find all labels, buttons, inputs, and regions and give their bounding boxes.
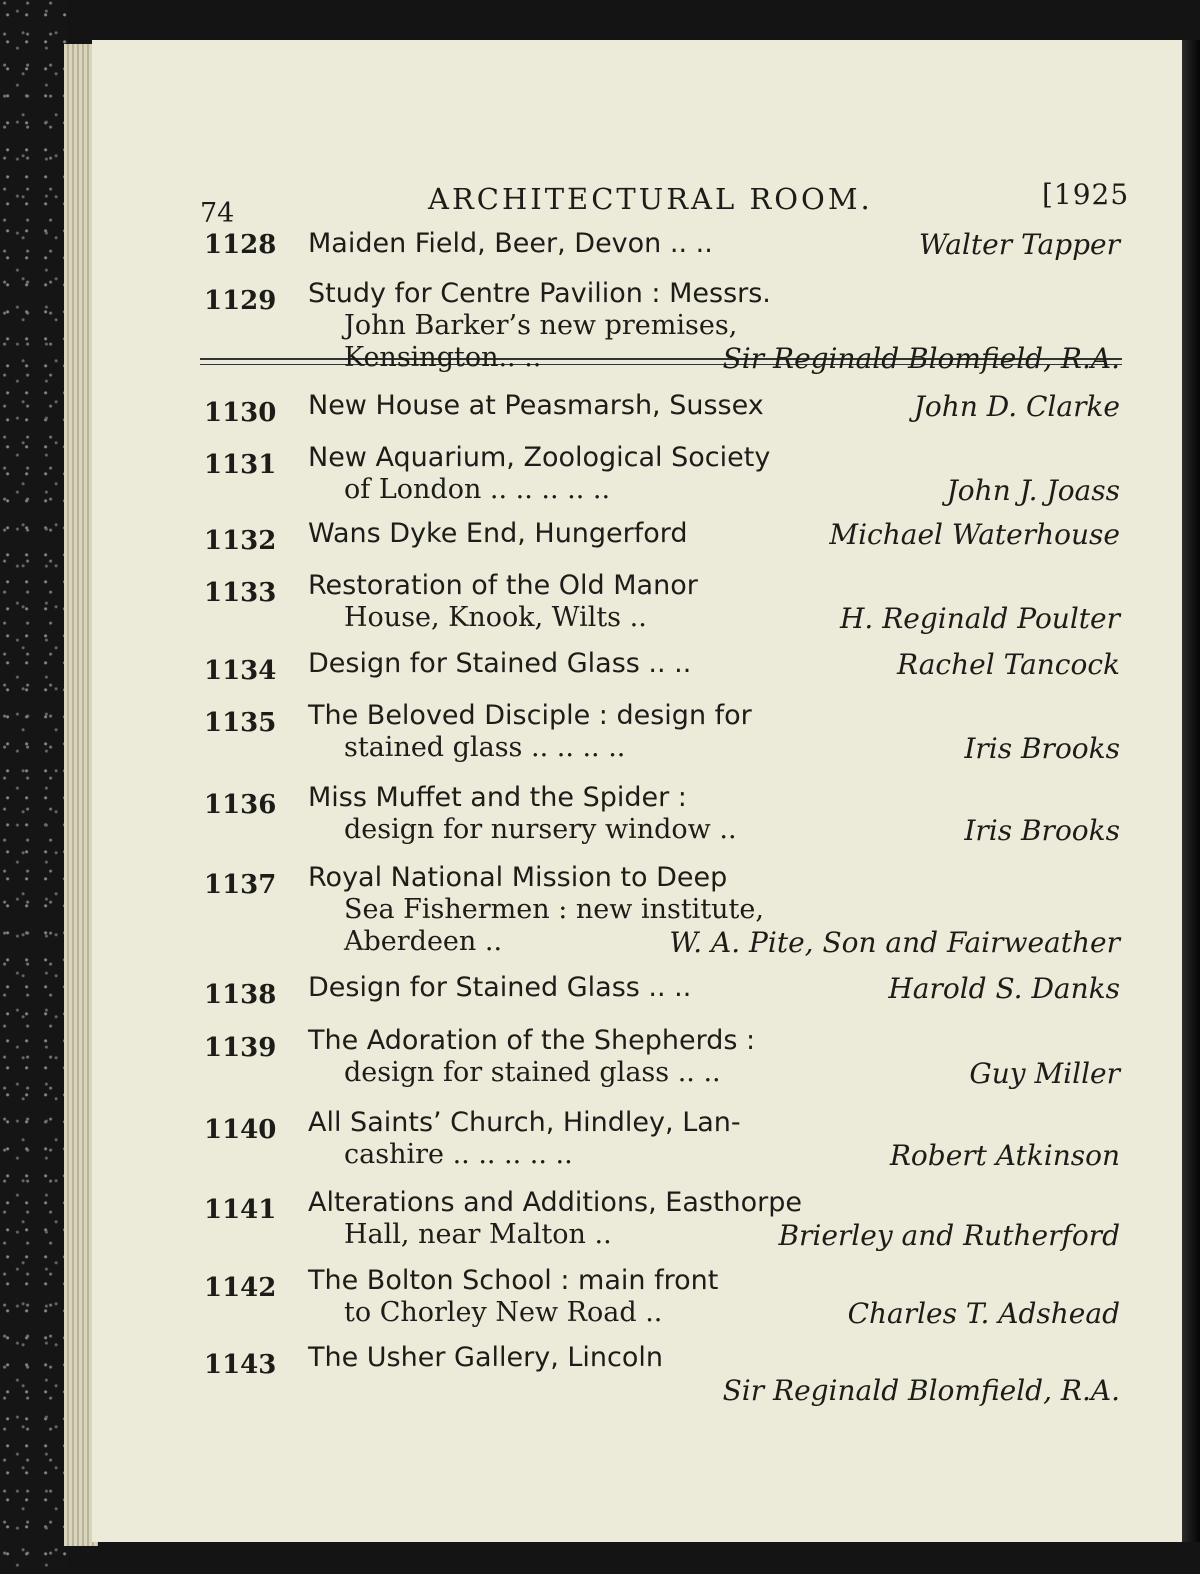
entry-title-line: cashire .. .. .. .. ..: [344, 1139, 573, 1170]
entry-artist: Michael Waterhouse: [829, 518, 1120, 551]
entry-title-line: Hall, near Malton ..: [344, 1219, 612, 1250]
entry-title-line: Maiden Field, Beer, Devon .. ..: [308, 228, 713, 259]
entry-title-line: The Beloved Disciple : design for: [308, 700, 752, 731]
entry-number: 1139: [204, 1033, 277, 1063]
entry-title-line: Wans Dyke End, Hungerford: [308, 518, 688, 549]
year-label: [1925: [1042, 178, 1130, 211]
entry-title-line: of London .. .. .. .. ..: [344, 474, 611, 505]
entry-artist: John D. Clarke: [913, 390, 1120, 423]
entry-title-line: design for stained glass .. ..: [344, 1057, 721, 1088]
entry-number: 1131: [204, 450, 277, 480]
entry-title-line: Restoration of the Old Manor: [308, 570, 698, 601]
entry-title-line: House, Knook, Wilts ..: [344, 602, 647, 633]
entry-artist: Rachel Tancock: [897, 648, 1120, 681]
entry-number: 1133: [204, 578, 277, 608]
entry-artist: Iris Brooks: [964, 814, 1120, 847]
entry-number: 1136: [204, 790, 277, 820]
entry-number: 1135: [204, 708, 277, 738]
entry-title-line: Design for Stained Glass .. ..: [308, 972, 692, 1003]
entry-number: 1130: [204, 398, 277, 428]
entry-number: 1142: [204, 1273, 277, 1303]
entry-title-line: Kensington.. ..: [344, 342, 542, 373]
entry-title-line: The Bolton School : main front: [308, 1265, 719, 1296]
entry-number: 1134: [204, 656, 277, 686]
entry-artist: Harold S. Danks: [888, 972, 1120, 1005]
entry-title-line: The Adoration of the Shepherds :: [308, 1025, 756, 1056]
entry-number: 1128: [204, 230, 277, 260]
entry-title-line: Miss Muffet and the Spider :: [308, 782, 687, 813]
entry-artist: Brierley and Rutherford: [778, 1219, 1120, 1252]
entry-title-line: Study for Centre Pavilion : Messrs.: [308, 278, 771, 309]
page-number: 74: [200, 198, 235, 229]
entry-artist: Guy Miller: [969, 1057, 1120, 1090]
entry-title-line: Royal National Mission to Deep: [308, 862, 728, 893]
entry-title-line: to Chorley New Road ..: [344, 1297, 663, 1328]
running-title: ARCHITECTURAL ROOM.: [428, 182, 873, 216]
entry-title-line: New Aquarium, Zoological Society: [308, 442, 771, 473]
book-page: [92, 40, 1182, 1542]
entry-number: 1129: [204, 286, 277, 316]
entry-artist: Iris Brooks: [964, 732, 1120, 765]
entry-title-line: Design for Stained Glass .. ..: [308, 648, 692, 679]
entry-title-line: Aberdeen ..: [344, 926, 503, 957]
entry-number: 1137: [204, 870, 277, 900]
entry-artist: John J. Joass: [946, 474, 1120, 507]
entry-artist: W. A. Pite, Son and Fairweather: [669, 926, 1120, 959]
entry-title-line: Sea Fishermen : new institute,: [344, 894, 764, 925]
entry-number: 1132: [204, 526, 277, 556]
page-header: [92, 178, 1182, 228]
entry-number: 1138: [204, 980, 277, 1010]
entry-number: 1143: [204, 1350, 277, 1380]
background: [0, 0, 68, 1574]
entry-title-line: All Saints’ Church, Hindley, Lan-: [308, 1107, 741, 1138]
entry-number: 1140: [204, 1115, 277, 1145]
entry-title-line: The Usher Gallery, Lincoln: [308, 1342, 663, 1373]
entry-title-line: design for nursery window ..: [344, 814, 737, 845]
entry-artist: Sir Reginald Blomfield, R.A.: [722, 342, 1120, 375]
entry-artist: Robert Atkinson: [889, 1139, 1120, 1172]
entry-title-line: New House at Peasmarsh, Sussex: [308, 390, 764, 421]
entry-artist: Charles T. Adshead: [847, 1297, 1120, 1330]
entry-artist: Sir Reginald Blomfield, R.A.: [722, 1374, 1120, 1407]
entry-title-line: stained glass .. .. .. ..: [344, 732, 626, 763]
entry-artist: H. Reginald Poulter: [839, 602, 1120, 635]
entry-number: 1141: [204, 1195, 277, 1225]
entry-title-line: John Barker’s new premises,: [344, 310, 738, 341]
binding-shadow: [1182, 40, 1200, 1542]
entry-artist: Walter Tapper: [918, 228, 1120, 261]
entry-title-line: Alterations and Additions, Easthorpe: [308, 1187, 803, 1218]
